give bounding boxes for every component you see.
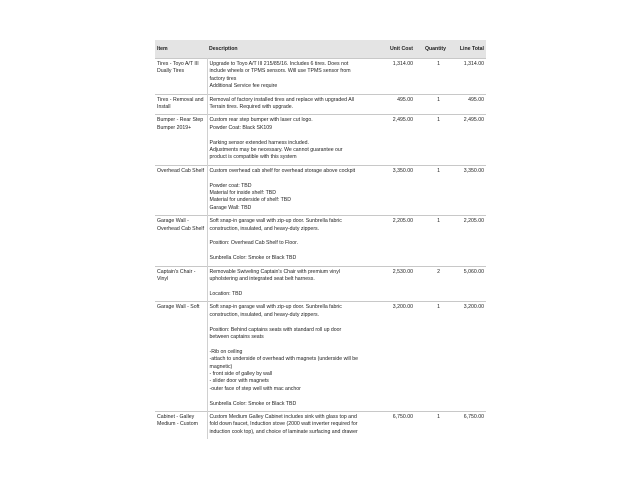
description-line: induction cook top), and choice of laminate surfacing and drawer [209, 428, 358, 435]
description-line [210, 132, 372, 139]
description-line: fold down faucet, Induction stove (2000 watt inverter required for [209, 421, 358, 428]
item-line: Medium - Custom [157, 421, 198, 428]
line-total-cell: 2,495.00 [448, 115, 486, 165]
description-line: Soft snap-in garage wall with zip-up door. Sunbrella fabric [209, 304, 342, 311]
description-line: factory tires [209, 75, 237, 82]
description-line: - slider door with magnets [209, 378, 269, 385]
quantity-cell: 1 [415, 411, 448, 439]
quantity-cell: 1 [415, 302, 448, 412]
item-line: Captain's Chair - [157, 268, 196, 275]
description-line [210, 319, 372, 326]
table-body [155, 59, 486, 440]
unit-cost-cell: 2,530.00 [373, 266, 415, 302]
line-total-column-header: Line Total [448, 40, 486, 59]
item-cell [155, 302, 207, 412]
unit-cost-column-header: Unit Cost [373, 40, 415, 59]
description-line: -Rib on ceiling [209, 348, 243, 355]
item-cell [155, 266, 207, 302]
item-cell [155, 165, 207, 215]
description-line: Custom Medium Galley Cabinet includes sink with glass top and [209, 413, 357, 420]
table-header-row [155, 40, 486, 59]
item-cell [155, 411, 207, 439]
item-cell [155, 59, 207, 95]
table-row [155, 216, 486, 266]
description-line: Powder Coat: Black SK109 [209, 124, 273, 131]
item-line: Garage Wall - Soft [157, 304, 200, 311]
description-line: Position: Behind captains seats with standard roll up door [209, 326, 342, 333]
item-cell [155, 216, 207, 266]
unit-cost-cell: 2,495.00 [373, 115, 415, 165]
table-row [155, 115, 486, 165]
description-line: - front side of galley by wall [209, 370, 273, 377]
table-row [155, 59, 486, 95]
table-row [155, 302, 486, 412]
description-line: Sunbrella Color: Smoke or Black TBD [209, 400, 297, 407]
line-items-table [155, 40, 486, 439]
description-line: Removal of factory installed tires and replace with upgraded All [209, 96, 354, 103]
quantity-cell: 2 [415, 266, 448, 302]
description-line: Custom rear step bumper with laser cut logo. [209, 117, 313, 124]
description-line [210, 175, 372, 182]
table-row [155, 266, 486, 302]
item-line: Dually Tires [157, 68, 185, 75]
description-line: -outer face of step well with mac anchor [209, 385, 301, 392]
item-line: Cabinet - Galley [157, 413, 195, 420]
description-cell [207, 165, 373, 215]
description-line: Material for underside of shelf: TBD [209, 197, 292, 204]
quantity-column-header: Quantity [415, 40, 448, 59]
description-column-header: Description [207, 40, 373, 59]
description-line: magnetic) [209, 363, 233, 370]
description-cell [207, 94, 373, 115]
line-total-cell: 495.00 [448, 94, 486, 115]
description-line [210, 393, 372, 400]
item-column-header: Item [155, 40, 207, 59]
description-line [210, 248, 372, 255]
description-cell [207, 411, 373, 439]
table-row [155, 411, 486, 439]
quantity-cell: 1 [415, 216, 448, 266]
item-line: Garage Wall - [157, 218, 189, 225]
description-line: Terrain tires. Required with upgrade. [209, 104, 294, 111]
description-line: upholstering and integrated seat belt harness. [209, 276, 315, 283]
unit-cost-cell: 3,200.00 [373, 302, 415, 412]
quantity-cell: 1 [415, 94, 448, 115]
description-line: Parking sensor extended harness included. [209, 139, 309, 146]
quantity-cell: 1 [415, 59, 448, 95]
item-line: Vinyl [157, 276, 169, 283]
description-cell [207, 115, 373, 165]
description-cell [207, 302, 373, 412]
unit-cost-cell: 1,314.00 [373, 59, 415, 95]
description-cell [207, 266, 373, 302]
description-line: Sunbrella Color: Smoke or Black TBD [209, 255, 297, 262]
item-line: Bumper - Rear Step [157, 117, 204, 124]
item-line: Tires - Removal and [157, 96, 204, 103]
description-cell [207, 216, 373, 266]
unit-cost-cell: 2,205.00 [373, 216, 415, 266]
item-line: Overhead Cab Shelf [157, 225, 205, 232]
description-line: construction, insulated, and heavy-duty zippers. [209, 311, 320, 318]
table-row [155, 94, 486, 115]
line-total-cell: 6,750.00 [448, 411, 486, 439]
line-total-cell: 3,350.00 [448, 165, 486, 215]
item-line: Overhead Cab Shelf [157, 167, 205, 174]
item-line: Tires - Toyo A/T III [157, 61, 199, 67]
description-line [210, 341, 372, 348]
line-total-cell: 3,200.00 [448, 302, 486, 412]
description-line: Additional Service fee require [209, 83, 278, 90]
description-line: Powder coat: TBD [209, 182, 252, 189]
description-line: include wheels or TPMS sensors. Will use TPMS sensor from [209, 68, 351, 75]
description-line: Garage Wall: TBD [209, 204, 252, 211]
description-line: Position: Overhead Cab Shelf to Floor. [209, 240, 299, 247]
item-line: Bumper 2019+ [157, 124, 192, 131]
unit-cost-cell: 6,750.00 [373, 411, 415, 439]
description-line: Material for inside shelf: TBD [209, 190, 277, 197]
line-total-cell: 2,205.00 [448, 216, 486, 266]
description-line: Custom overhead cab shelf for overhead storage above cockpit [209, 167, 356, 174]
item-cell [155, 115, 207, 165]
description-line: product is compatible with this system [209, 154, 297, 161]
item-line: Install [157, 104, 171, 111]
invoice-document [155, 40, 486, 439]
description-line: Location: TBD [209, 290, 243, 297]
item-cell [155, 94, 207, 115]
description-line: Adjustments may be necessary. We cannot guarantee our [209, 147, 343, 154]
description-line: between captains seats [209, 333, 264, 340]
description-line: -attach to underside of overhead with magnets (underside will be [209, 356, 359, 363]
description-line: Soft snap-in garage wall with zip-up door. Sunbrella fabric [209, 218, 342, 225]
table-row [155, 165, 486, 215]
description-line: Removable Swiveling Captain's Chair with premium vinyl [209, 268, 340, 275]
unit-cost-cell: 495.00 [373, 94, 415, 115]
line-total-cell: 5,060.00 [448, 266, 486, 302]
line-total-cell: 1,314.00 [448, 59, 486, 95]
description-line: construction, insulated, and heavy-duty zippers. [209, 225, 320, 232]
description-line [210, 233, 372, 240]
description-line [210, 284, 372, 291]
quantity-cell: 1 [415, 115, 448, 165]
quantity-cell: 1 [415, 165, 448, 215]
description-cell [207, 59, 373, 95]
unit-cost-cell: 3,350.00 [373, 165, 415, 215]
description-line: Upgrade to Toyo A/T III 215/85/16. Includes 6 tires. Does not [209, 61, 349, 67]
